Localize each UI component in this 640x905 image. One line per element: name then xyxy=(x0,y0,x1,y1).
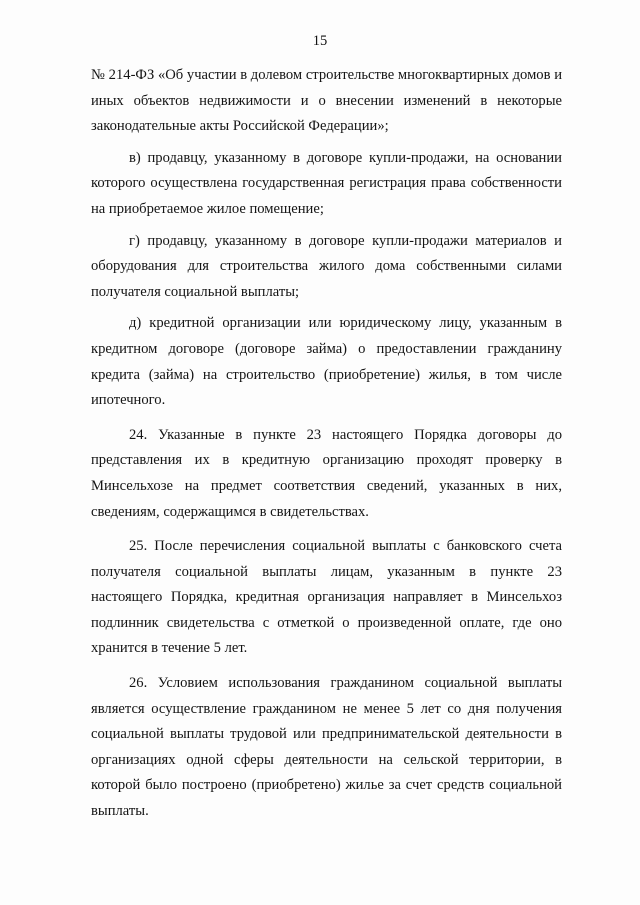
page-number: 15 xyxy=(312,33,328,49)
clause-25-paragraph: 25. После перечисления социальной выплаты с банковского счета получателя социальной выплаты лицам, указанным в пункте 23 настоящего Порядка, кредитная организация направляет в Минсельхоз подлинник свидетельства с отметкой о произведенной оплате, где оно хранится в течение 5 лет. xyxy=(91,538,562,657)
list-item-d: д) кредитной организации или юридическому лицу, указанным в кредитном договоре (договоре займа) о предоставлении гражданину кредита (займа) на строительство (приобретение) жилья, в том числе ипотечного. xyxy=(91,315,562,409)
list-item-g: г) продавцу, указанному в договоре купли-продажи материалов и оборудования для строительства жилого дома собственными силами получателя социальной выплаты; xyxy=(91,232,562,300)
clause-26-paragraph: 26. Условием использования гражданином социальной выплаты является осуществление гражданином не менее 5 лет со дня получения социальной выплаты трудовой или предпринимательской деятельности в организациях одной сферы деятельности на сельской территории, в которой было построено (приобретено) жилье за счет средств социальной выплаты. xyxy=(91,675,562,820)
list-item-v: в) продавцу, указанному в договоре купли-продажи, на основании которого осуществлена государственная регистрация права собственности на приобретаемое жилое помещение; xyxy=(91,149,562,217)
clause-24-paragraph: 24. Указанные в пункте 23 настоящего Порядка договоры до представления их в кредитную организацию проходят проверку в Минсельхозе на предмет соответствия сведений, указанных в них, сведениям, содержащимся в свидетельствах. xyxy=(91,426,562,520)
document-body xyxy=(91,63,562,825)
law-reference-paragraph: № 214-ФЗ «Об участии в долевом строительстве многоквартирных домов и иных объектов недвижимости и о внесении изменений в некоторые законодательные акты Российской Федерации»; xyxy=(91,67,562,135)
